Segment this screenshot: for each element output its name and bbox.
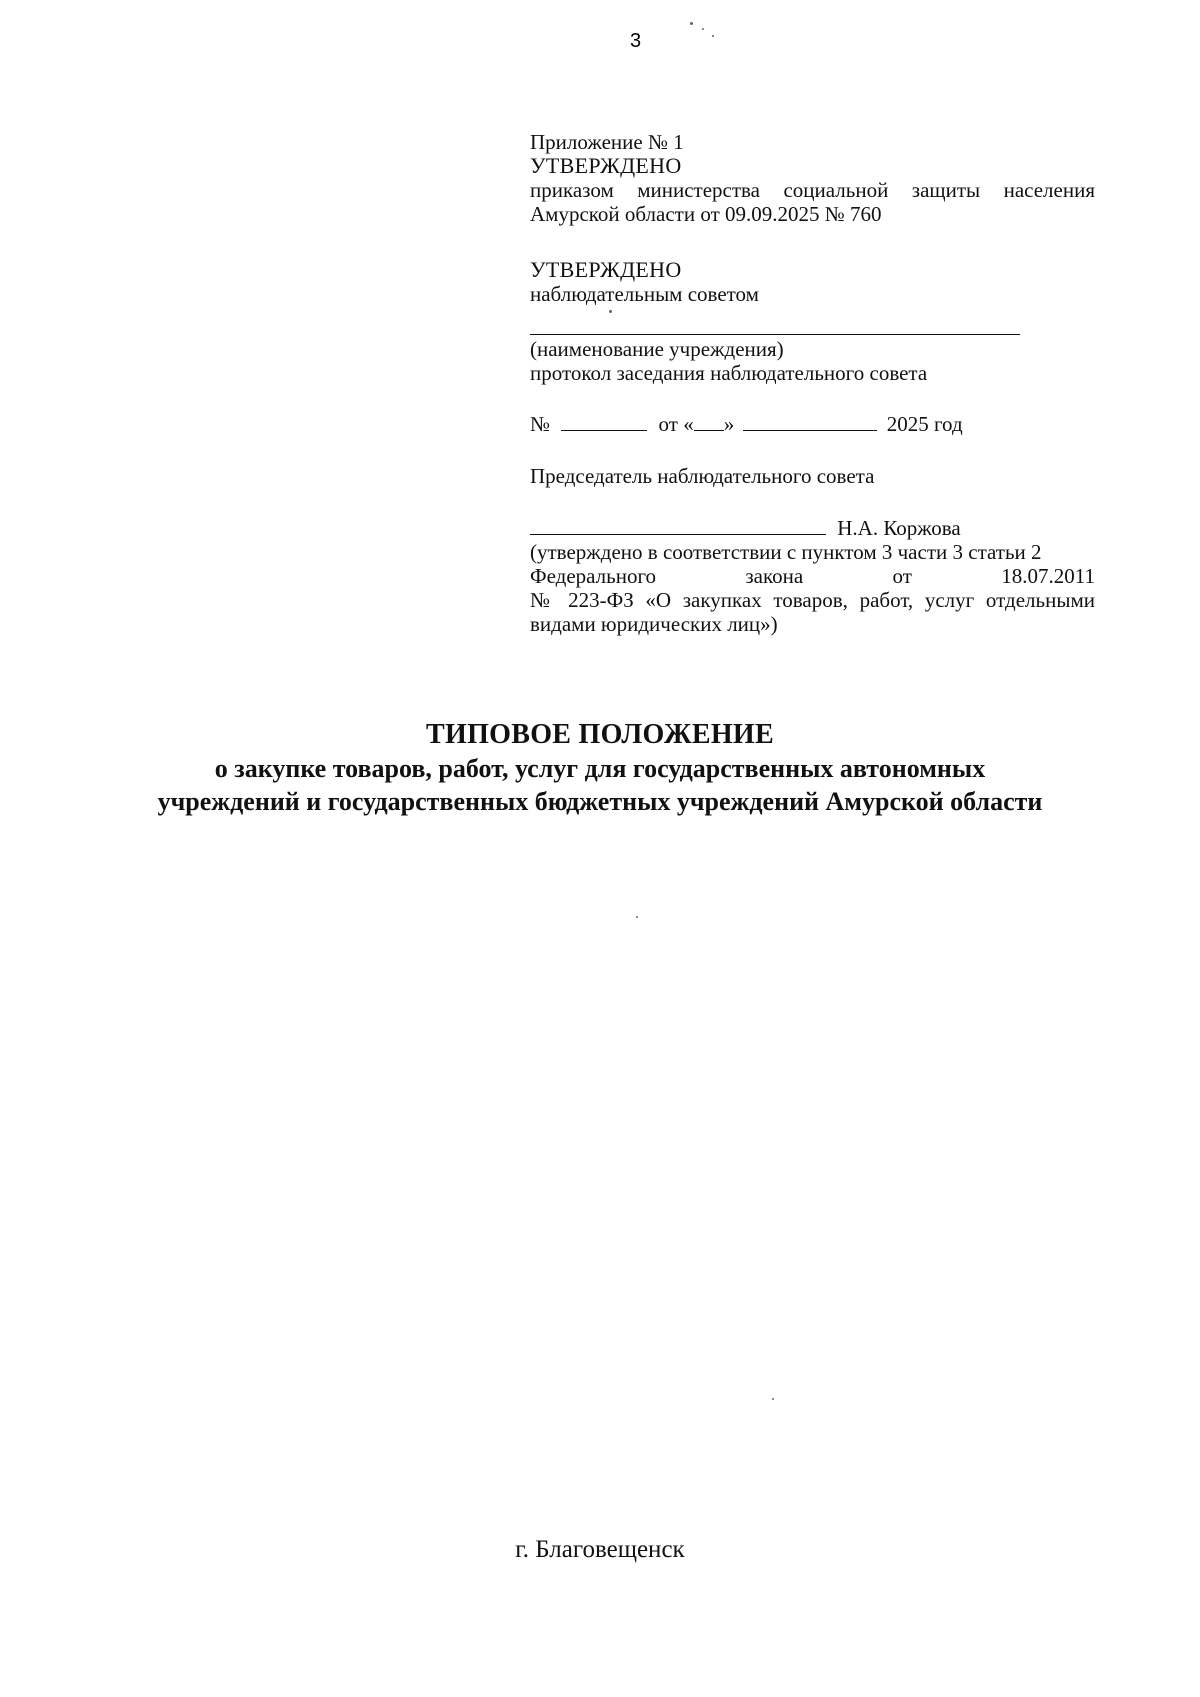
- scan-speck: [636, 916, 638, 918]
- law-line-3: № 223-ФЗ «О закупках товаров, работ, услуг отдельными видами юридических лиц»): [530, 588, 1095, 636]
- protocol-no-label: №: [530, 412, 551, 436]
- approved-heading: УТВЕРЖДЕНО: [530, 153, 682, 178]
- approval-block: [530, 130, 1095, 226]
- protocol-from-label: от «: [658, 412, 694, 436]
- protocol-block: [530, 337, 1095, 385]
- institution-name-line: [530, 316, 1020, 335]
- appendix-label: Приложение № 1: [530, 130, 684, 154]
- board-approved-heading: УТВЕРЖДЕНО: [530, 257, 682, 282]
- protocol-number-row: [530, 412, 1095, 436]
- page-number: 3: [630, 30, 642, 52]
- law-line-1: (утверждено в соответствии с пунктом 3 части 3 статьи 2: [530, 540, 1042, 564]
- chair-label: Председатель наблюдательного совета: [530, 464, 875, 488]
- protocol-month-line: [743, 412, 877, 431]
- chair-sign-row: [530, 516, 1095, 540]
- protocol-text: протокол заседания наблюдательного совета: [530, 361, 928, 385]
- protocol-quote-close: »: [723, 412, 735, 436]
- scan-speck: [702, 28, 704, 30]
- scan-speck: [609, 310, 612, 313]
- protocol-number-line: [561, 412, 647, 431]
- law-word-federal: Федерального: [530, 564, 657, 588]
- document-title-block: [0, 718, 1200, 818]
- board-approval-block: [530, 258, 1095, 306]
- law-word-law: закона: [745, 564, 804, 588]
- protocol-year: 2025 год: [886, 412, 963, 436]
- scan-speck: [772, 1398, 774, 1400]
- order-text: приказом министерства социальной защиты населения Амурской области от 09.09.2025 № 760: [530, 178, 1095, 226]
- chair-block: [530, 464, 1095, 488]
- scan-speck: [712, 35, 714, 37]
- protocol-day-line: [694, 412, 724, 431]
- law-reference-block: [530, 540, 1095, 636]
- law-line-2: [530, 564, 1095, 588]
- scan-speck: [690, 22, 693, 25]
- institution-hint: (наименование учреждения): [530, 337, 784, 361]
- city-name: г. Благовещенск: [515, 1536, 685, 1563]
- law-date: 18.07.2011: [1001, 564, 1095, 588]
- document-title: ТИПОВОЕ ПОЛОЖЕНИЕ: [426, 719, 774, 750]
- law-word-from: от: [892, 564, 912, 588]
- chair-signature-line: [530, 516, 826, 535]
- document-subtitle: о закупке товаров, работ, услуг для государственных автономных учреждений и государственных бюджетных учреждений Амурской области: [157, 754, 1043, 816]
- board-text: наблюдательным советом: [530, 282, 759, 306]
- chair-name: Н.А. Коржова: [837, 516, 961, 540]
